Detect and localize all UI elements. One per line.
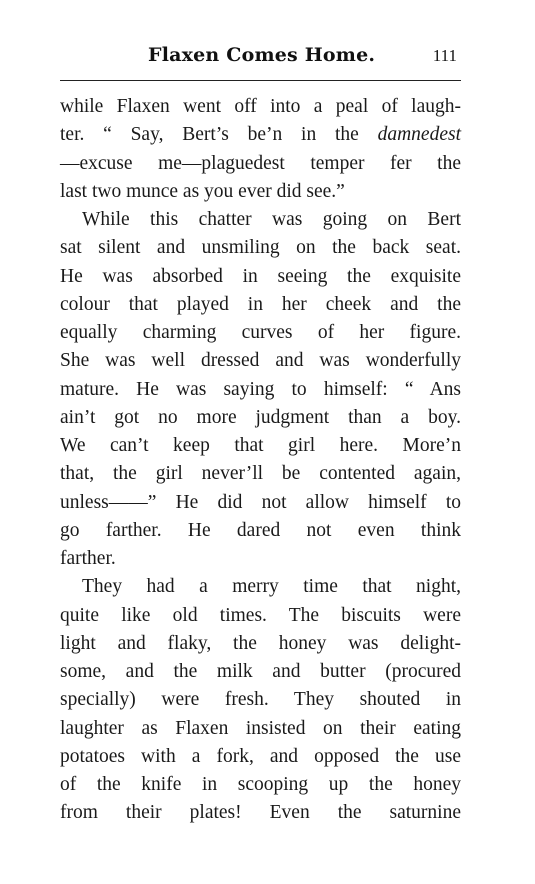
text-line: —excuse me—plaguedest temper fer the bbox=[60, 152, 461, 174]
text-line: unless——” He did not allow himself to bbox=[60, 491, 461, 513]
text-line: We can’t keep that girl here. More’n bbox=[60, 435, 461, 456]
text-line: They had a merry time that night, bbox=[82, 576, 461, 598]
text-line: while Flaxen went off into a peal of laugh- bbox=[60, 96, 461, 117]
text-line-part: ter. “ Say, Bert’s be’n in the bbox=[60, 124, 378, 146]
text-line: farther. bbox=[60, 548, 116, 569]
text-line: While this chatter was going on Bert bbox=[82, 209, 461, 230]
text-line bbox=[60, 121, 461, 149]
page-number: 111 bbox=[432, 46, 457, 65]
text-line: go farther. He dared not even think bbox=[60, 519, 461, 541]
text-line: laughter as Flaxen insisted on their eating bbox=[60, 717, 461, 739]
text-line: ain’t got no more judgment than a boy. bbox=[60, 406, 461, 428]
italic-word: damnedest bbox=[377, 124, 461, 146]
page-header bbox=[60, 44, 463, 74]
text-line: She was well dressed and was wonderfully bbox=[60, 350, 461, 372]
text-line: specially) were fresh. They shouted in bbox=[60, 689, 461, 711]
text-line: last two munce as you ever did see.” bbox=[60, 180, 345, 202]
text-line: some, and the milk and butter (procured bbox=[60, 661, 461, 682]
body-text bbox=[60, 93, 461, 828]
text-line: light and flaky, the honey was delight- bbox=[60, 632, 461, 654]
text-line: potatoes with a fork, and opposed the use bbox=[60, 745, 461, 767]
text-line: mature. He was saying to himself: “ Ans bbox=[60, 378, 461, 400]
text-line: quite like old times. The biscuits were bbox=[60, 604, 461, 626]
text-line: colour that played in her cheek and the bbox=[60, 293, 461, 315]
text-line: that, the girl never’ll be contented again, bbox=[60, 463, 461, 485]
text-line: equally charming curves of her figure. bbox=[60, 322, 461, 343]
text-line: sat silent and unsmiling on the back seat. bbox=[60, 237, 461, 259]
text-line: of the knife in scooping up the honey bbox=[60, 774, 461, 795]
running-title: Flaxen Comes Home. bbox=[148, 44, 376, 66]
header-rule bbox=[60, 80, 461, 81]
text-line: He was absorbed in seeing the exquisite bbox=[60, 265, 461, 287]
text-line: from their plates! Even the saturnine bbox=[60, 802, 461, 824]
